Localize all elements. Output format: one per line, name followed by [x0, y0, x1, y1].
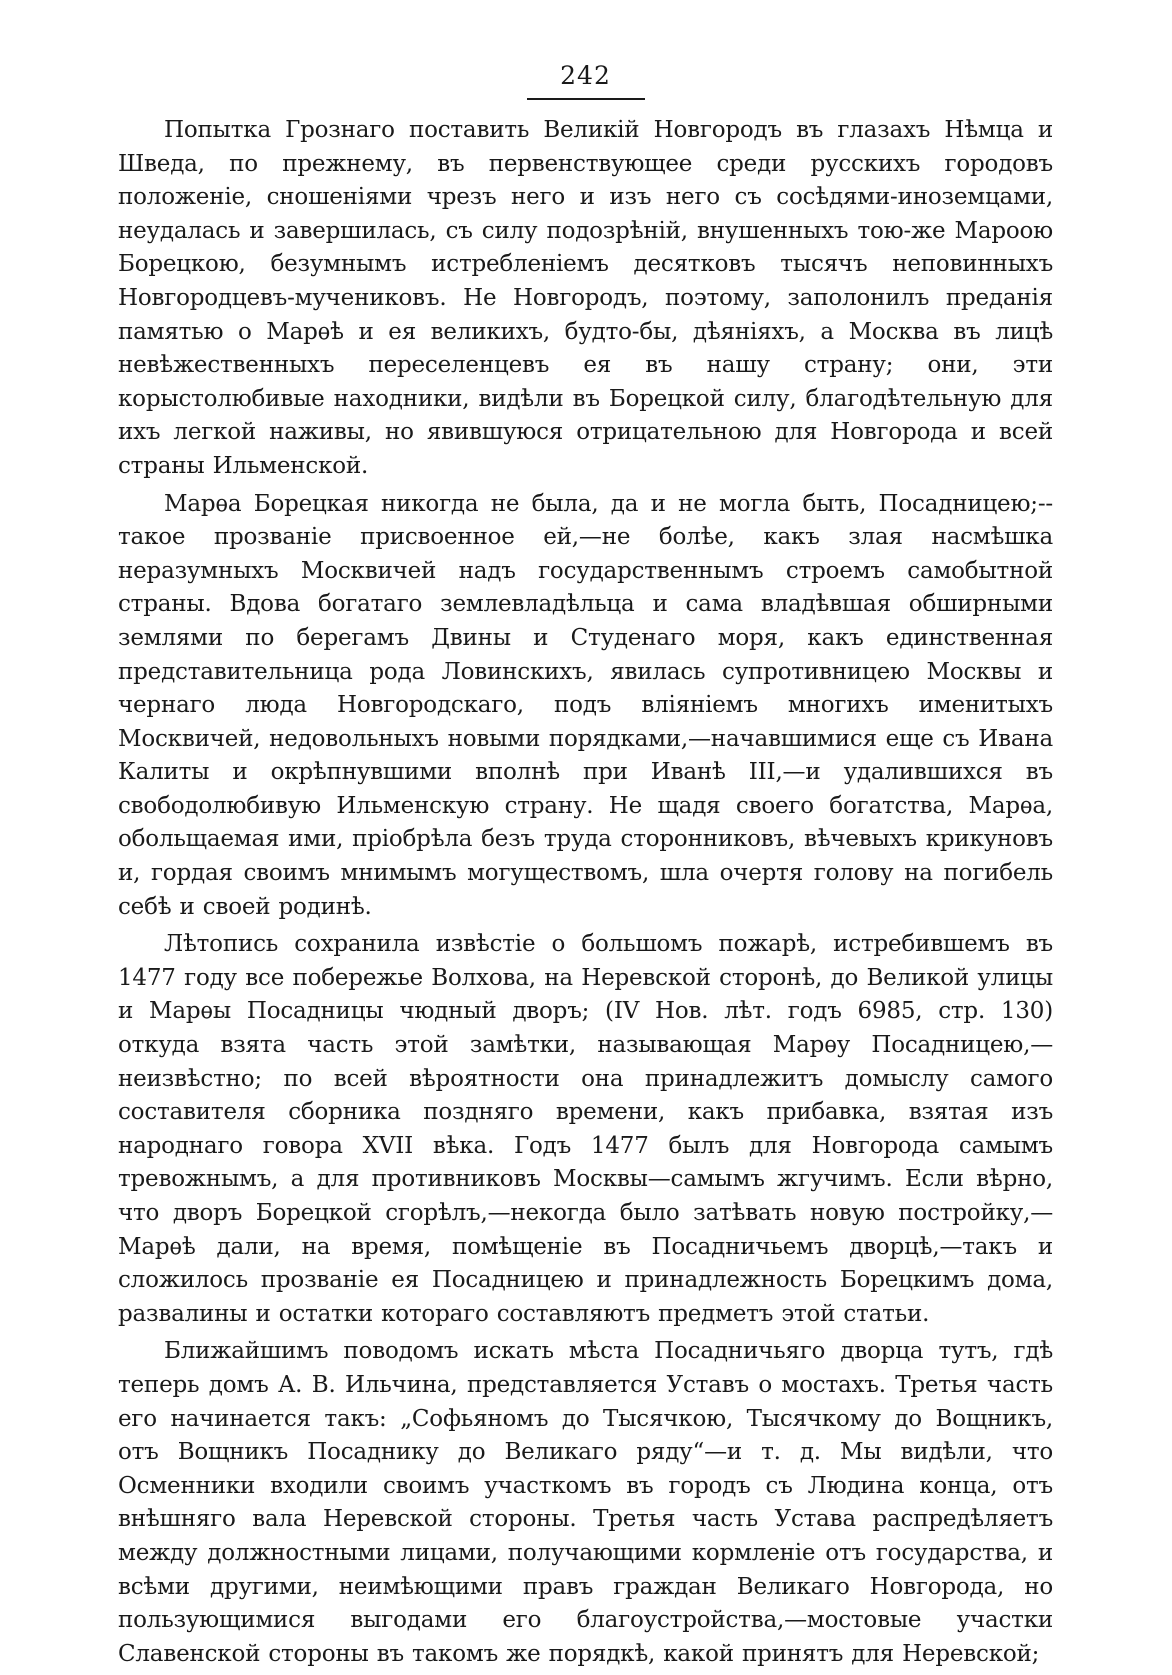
paragraph-2: Марѳа Борецкая никогда не была, да и не могла быть, Посадницею;--такое прозваніе присвоенное ей,—не болѣе, какъ злая насмѣшка неразумныхъ Москвичей надъ государственнымъ строемъ самобытной страны. Вдова богатаго землевладѣльца и сама владѣвшая обширными землями по берегамъ Двины и Студенаго моря, какъ единственная представительница рода Ловинскихъ, явилась супротивницею Москвы и чернаго люда Новгородскаго, подъ вліяніемъ многихъ именитыхъ Москвичей, недовольныхъ новыми порядками,—начавшимися еще съ Ивана Калиты и окрѣпнувшими вполнѣ при Иванѣ III,—и удалившихся въ свободолюбивую Ильменскую страну. Не щадя своего богатства, Марѳа, обольщаемая ими, пріобрѣла безъ труда сторонниковъ, вѣчевыхъ крикуновъ и, гордая своимъ мнимымъ могуществомъ, шла очертя голову на погибель себѣ и своей родинѣ. — [118, 490, 1053, 920]
book-page — [118, 62, 1053, 1675]
header-rule — [527, 98, 645, 100]
paragraph-3: Лѣтопись сохранила извѣстіе о большомъ пожарѣ, истребившемъ въ 1477 году все побережье Волхова, на Неревской сторонѣ, до Великой улицы и Марѳы Посадницы чюдный дворъ; (IV Нов. лѣт. годъ 6985, стр. 130) откуда взята часть этой замѣтки, называющая Марѳу Посадницею,—неизвѣстно; по всей вѣроятности она принадлежитъ домыслу самого составителя сборника поздняго времени, какъ прибавка, взятая изъ народнаго говора XVII вѣка. Годъ 1477 былъ для Новгорода самымъ тревожнымъ, а для противниковъ Москвы—самымъ жгучимъ. Если вѣрно, что дворъ Борецкой сгорѣлъ,—некогда было затѣвать новую постройку,—Марѳѣ дали, на время, помѣщеніе въ Посадничьемъ дворцѣ,—такъ и сложилось прозваніе ея Посадницею и принадлежность Борецкимъ дома, развалины и остатки котораго составляютъ предметъ этой статьи. — [118, 931, 1053, 1327]
page-number: 242 — [560, 61, 611, 90]
paragraph-4: Ближайшимъ поводомъ искать мѣста Посадничьяго дворца тутъ, гдѣ теперь домъ А. В. Ильчина, представляется Уставъ о мостахъ. Третья часть его начинается такъ: „Софьяномъ до Тысячкою, Тысячкому до Вощникъ, отъ Вощникъ Посаднику до Великаго ряду“—и т. д. Мы видѣли, что Осменники входили своимъ участкомъ въ городъ съ Людина конца, отъ внѣшняго вала Неревской стороны. Третья часть Устава распредѣляетъ между должностными лицами, получающими кормленіе отъ государства, и всѣми другими, неимѣющими правъ граждан Великаго Новгорода, но пользующимися выгодами его благоустройства,—мостовые участки Славенской стороны въ такомъ же порядкѣ, какой принятъ для Неревской; — [118, 1338, 1053, 1667]
paragraph-1: Попытка Грознаго поставить Великій Новгородъ въ глазахъ Нѣмца и Шведа, по прежнему, въ первенствующее среди русскихъ городовъ положеніе, сношеніями чрезъ него и изъ него съ сосѣдями-иноземцами, неудалась и завершилась, съ силу подозрѣній, внушенныхъ тою-же Мароою Борецкою, безумнымъ истребленіемъ десятковъ тысячъ неповинныхъ Новгородцевъ-мучениковъ. Не Новгородъ, поэтому, заполонилъ преданія памятью о Марѳѣ и ея великихъ, будто-бы, дѣяніяхъ, а Москва въ лицѣ невѣжественныхъ переселенцевъ ея въ нашу страну; они, эти корыстолюбивые находники, видѣли въ Борецкой силу, благодѣтельную для ихъ легкой наживы, но явившуюся отрицательною для Новгорода и всей страны Ильменской. — [118, 117, 1053, 479]
